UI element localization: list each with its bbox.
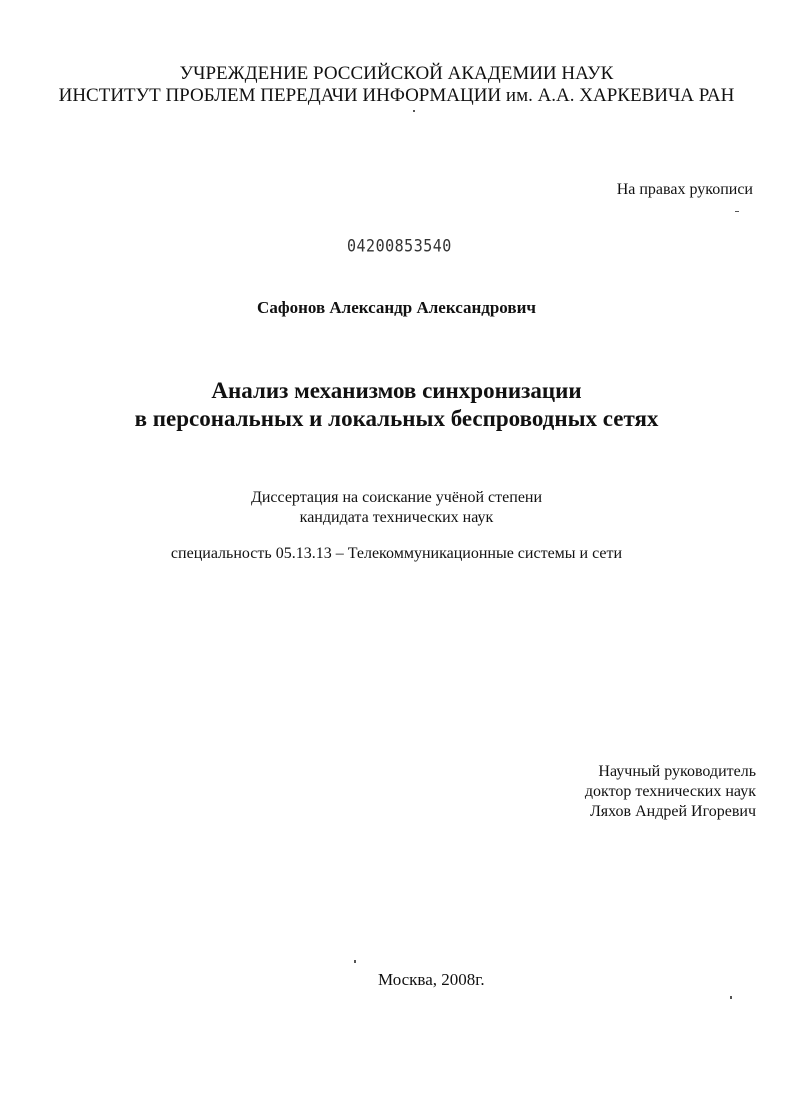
rights-note: На правах рукописи [616,181,753,198]
scan-speck [735,211,739,212]
institution-line-2: ИНСТИТУТ ПРОБЛЕМ ПЕРЕДАЧИ ИНФОРМАЦИИ им. А.А. ХАРКЕВИЧА РАН [58,85,735,106]
title-line-1: Анализ механизмов синхронизации [211,378,582,403]
supervisor-name: Ляхов Андрей Игоревич [589,803,756,820]
scan-speck [413,110,415,112]
title-line-2: в персональных и локальных беспроводных сетях [134,406,659,431]
institution-line-1: УЧРЕЖДЕНИЕ РОССИЙСКОЙ АКАДЕМИИ НАУК [179,63,614,84]
degree-line-2: кандидата технических наук [299,509,494,526]
scan-speck [730,996,732,999]
specialty: специальность 05.13.13 – Телекоммуникационные системы и сети [170,545,623,562]
degree-line-1: Диссертация на соискание учёной степени [250,489,543,506]
scan-speck [354,960,356,963]
author-name: Сафонов Александр Александрович [257,298,536,317]
supervisor-role: Научный руководитель [598,763,756,780]
supervisor-block [585,762,756,822]
supervisor-degree: доктор технических наук [584,783,756,800]
catalog-code: 04200853540 [347,236,452,256]
city-year: Москва, 2008г. [378,970,485,989]
